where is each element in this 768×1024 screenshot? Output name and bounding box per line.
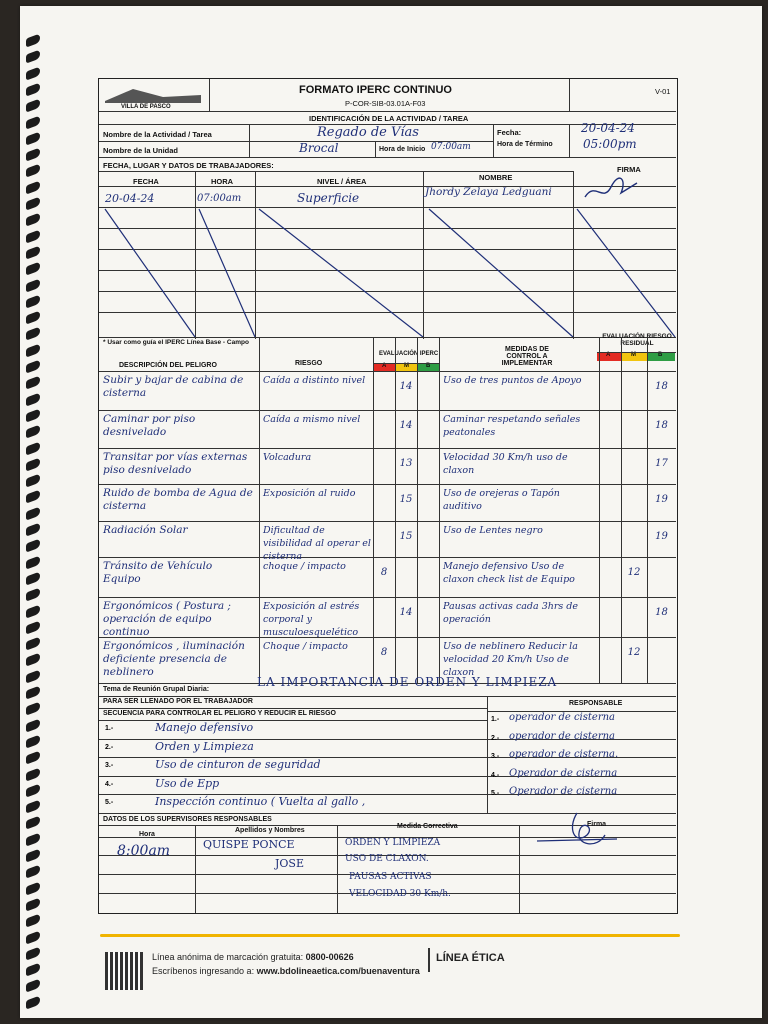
unit-value[interactable]: Brocal [299, 141, 339, 155]
binding-ring [26, 767, 40, 781]
col-peligro: DESCRIPCIÓN DEL PELIGRO [119, 362, 217, 369]
res-m-label: M [631, 352, 636, 358]
sup-col-firma: Firma [587, 821, 607, 828]
responsible-name[interactable]: operador de cisterna [509, 712, 616, 723]
binding-ring [26, 539, 40, 553]
binding-ring [26, 718, 40, 732]
hazard-risk[interactable]: Exposición al estrés corporal y musculoesquelético [263, 601, 360, 638]
binding-ring [26, 294, 40, 308]
start-time-label: Hora de Inicio [379, 146, 426, 153]
binding-ring [26, 180, 40, 194]
binding-ring [26, 376, 40, 390]
binding-ring [26, 963, 40, 977]
binding-ring [26, 702, 40, 716]
res-eval-b[interactable] [647, 560, 676, 566]
date-label: Fecha: [497, 128, 522, 137]
control-measure[interactable]: Uso de orejeras o Tapón auditivo [443, 488, 560, 512]
res-eval-b[interactable]: 18 [655, 420, 668, 431]
column-rule [621, 337, 622, 683]
binding-ring [26, 148, 40, 162]
eval-b-label: B [426, 363, 431, 369]
footer-web-link[interactable]: www.bdolineaetica.com/buenaventura [256, 966, 420, 976]
form-title: FORMATO IPERC CONTINUO [299, 84, 452, 96]
end-time-label: Hora de Término [497, 141, 553, 148]
step-text[interactable]: Uso de cinturon de seguridad [155, 758, 321, 772]
res-eval-m[interactable] [621, 374, 647, 380]
hazard-description[interactable]: Subir y bajar de cabina de cisterna [103, 374, 244, 399]
sup-col-medida: Medida Correctiva [397, 823, 458, 830]
control-measure[interactable]: Pausas activas cada 3hrs de operación [443, 601, 578, 625]
eval-a[interactable] [373, 374, 395, 380]
step-number: 4.- [105, 780, 114, 788]
sup-medida-3[interactable]: PAUSAS ACTIVAS [349, 872, 432, 882]
sup-medida-1[interactable]: ORDEN Y LIMPIEZA [345, 838, 441, 848]
eval-m[interactable]: 14 [399, 420, 413, 431]
binding-ring [26, 881, 40, 895]
eval-a-label: A [382, 363, 387, 369]
responsible-number: 3.- [491, 753, 500, 761]
binding-ring [26, 832, 40, 846]
res-eval-m[interactable] [621, 413, 647, 419]
row-rule [99, 597, 676, 598]
hazard-risk[interactable]: Dificultad de visibilidad al operar el cisterna [263, 525, 371, 562]
row-rule [373, 363, 439, 364]
eval-a[interactable] [373, 413, 395, 419]
res-eval-a[interactable] [599, 524, 621, 530]
step-number: 1.- [105, 725, 114, 732]
responsible-number: 5.- [491, 790, 500, 798]
eval-a[interactable]: 8 [380, 647, 388, 658]
control-measure[interactable]: Uso de tres puntos de Apoyo [443, 375, 582, 386]
footer-hotline-label: Línea anónima de marcación gratuita: [152, 952, 304, 962]
step-text[interactable]: Uso de Epp [155, 776, 220, 790]
res-eval-b[interactable] [647, 640, 676, 646]
binding-ring [26, 99, 40, 113]
col-medidas: MEDIDAS DE CONTROL A IMPLEMENTAR [501, 346, 553, 367]
binding-ring [26, 816, 40, 830]
binding-ring [26, 392, 40, 406]
responsible-number: 2.- [491, 734, 500, 742]
binding-ring [26, 685, 40, 699]
col-nivel: NIVEL / ÁREA [317, 177, 367, 186]
binding-ring [26, 408, 40, 422]
hazard-risk[interactable]: Volcadura [263, 452, 312, 463]
eval-a[interactable] [373, 451, 395, 457]
row-rule [99, 557, 676, 558]
binding-ring [26, 262, 40, 276]
date-value[interactable]: 20-04-24 [581, 121, 635, 135]
worker-fecha[interactable]: 20-04-24 [105, 192, 155, 205]
responsible-name[interactable]: Operador de cisterna [509, 786, 618, 798]
step-text[interactable]: Manejo defensivo [155, 721, 254, 734]
col-hora: HORA [211, 177, 234, 186]
res-eval-b[interactable]: 18 [655, 381, 668, 392]
control-measure[interactable]: Uso de neblinero Reducir la velocidad 20 Km/h Uso de claxon [443, 641, 578, 678]
binding-ring [26, 506, 40, 520]
binding-ring [26, 669, 40, 683]
binding-ring [26, 311, 40, 325]
footer-line-1 [152, 952, 354, 962]
column-rule [417, 337, 418, 683]
responsible-number: 4.- [491, 771, 500, 779]
hazard-description[interactable]: Ergonómicos , iluminación deficiente presencia de neblinero [103, 640, 245, 678]
binding-ring [26, 653, 40, 667]
res-eval-a[interactable] [599, 374, 621, 380]
binding-ring [26, 555, 40, 569]
res-eval-m[interactable] [621, 524, 647, 530]
worker-nivel[interactable]: Superficie [297, 191, 360, 205]
hazard-risk[interactable]: choque / impacto [263, 561, 346, 572]
binding-ring [26, 914, 40, 928]
worker-section-title: PARA SER LLENADO POR EL TRABAJADOR [103, 698, 253, 705]
worker-nombre[interactable]: Jhordy Zelaya Ledguani [425, 186, 552, 198]
meeting-label: Tema de Reunión Grupal Diaria: [103, 686, 210, 693]
row-rule [99, 521, 676, 522]
res-eval-m[interactable]: 12 [627, 567, 641, 578]
sup-nombre-1[interactable]: QUISPE PONCE [203, 838, 295, 851]
responsible-name[interactable]: Operador de cisterna [509, 767, 618, 779]
supervisor-signature [531, 805, 623, 853]
control-measure[interactable]: Caminar respetando señales peatonales [443, 414, 581, 438]
hazard-description[interactable]: Tránsito de Vehículo Equipo [103, 560, 213, 585]
footer-line-2 [152, 966, 420, 976]
binding-ring [26, 82, 40, 96]
binding-ring [26, 66, 40, 80]
eval-m[interactable] [395, 560, 417, 566]
footer-web-label: Escríbenos ingresando a: [152, 966, 255, 976]
guide-note: * Usar como guía el IPERC Línea Base - Campo [103, 339, 249, 346]
binding-ring [26, 213, 40, 227]
activity-name-value[interactable]: Regado de Vías [317, 125, 419, 140]
qr-code[interactable] [105, 952, 143, 990]
start-time-value[interactable]: 07:00am [431, 142, 471, 152]
binding-ring [26, 474, 40, 488]
binding-ring [26, 800, 40, 814]
binding-ring [26, 865, 40, 879]
form-version: V-01 [655, 87, 671, 96]
binding-ring [26, 359, 40, 373]
footer-accent-line [100, 934, 680, 937]
iperc-form [98, 78, 678, 914]
binding-ring [26, 490, 40, 504]
row-rule [597, 352, 676, 353]
eval-a[interactable]: 8 [380, 567, 388, 578]
hazard-description[interactable]: Radiación Solar [103, 524, 188, 536]
binding-ring [26, 245, 40, 259]
sup-medida-4[interactable]: VELOCIDAD 30 Km/h. [349, 889, 451, 899]
eval-m[interactable]: 13 [399, 458, 413, 469]
hazard-description[interactable]: Caminar por piso desnivelado [103, 413, 196, 438]
binding-ring [26, 637, 40, 651]
col-riesgo: RIESGO [295, 360, 323, 367]
binding-ring [26, 848, 40, 862]
eval-m[interactable]: 15 [399, 531, 413, 542]
sup-medida-2[interactable]: USO DE CLAXON. [345, 854, 429, 864]
spiral-binding [20, 36, 42, 1016]
eval-a[interactable] [373, 600, 395, 606]
res-eval-b[interactable]: 17 [655, 458, 668, 469]
col-eval: EVALUACIÓN IPERC [379, 351, 439, 357]
end-time-value[interactable]: 05:00pm [583, 137, 637, 151]
eval-a[interactable] [373, 487, 395, 493]
hazard-description[interactable]: Ruido de bomba de Agua de cisterna [103, 487, 253, 512]
hazard-description[interactable]: Transitar por vías externas piso desnivelado [103, 451, 248, 476]
step-number: 5.- [105, 799, 114, 807]
binding-ring [26, 604, 40, 618]
activity-section-title: IDENTIFICACIÓN DE LA ACTIVIDAD / TAREA [309, 114, 469, 123]
signature-col-header: FIRMA [617, 165, 641, 174]
sup-nombre-2[interactable]: JOSE [275, 857, 304, 870]
logo-text: VILLA DE PASCO [121, 104, 171, 109]
responsible-title: RESPONSABLE [569, 700, 623, 707]
binding-ring [26, 571, 40, 585]
eval-m[interactable]: 14 [399, 607, 413, 618]
res-eval-m[interactable]: 12 [627, 647, 641, 658]
res-eval-a[interactable] [599, 560, 621, 566]
row-rule [99, 484, 676, 485]
binding-ring [26, 588, 40, 602]
eval-m[interactable]: 15 [399, 494, 413, 505]
binding-ring [26, 425, 40, 439]
step-number: 2.- [105, 743, 114, 751]
binding-ring [26, 229, 40, 243]
res-eval-m[interactable] [621, 487, 647, 493]
res-eval-b[interactable]: 19 [655, 494, 668, 505]
activity-name-label: Nombre de la Actividad / Tarea [103, 130, 212, 139]
binding-ring [26, 164, 40, 178]
binding-ring [26, 979, 40, 993]
col-nombre: NOMBRE [479, 173, 513, 182]
row-rule [99, 448, 676, 449]
res-eval-a[interactable] [599, 413, 621, 419]
res-eval-a[interactable] [599, 640, 621, 646]
binding-ring [26, 995, 40, 1009]
column-rule [259, 337, 260, 683]
binding-ring [26, 783, 40, 797]
sup-hora[interactable]: 8:00am [117, 843, 171, 859]
sequence-title: SECUENCIA PARA CONTROLAR EL PELIGRO Y REDUCIR EL RIESGO [103, 710, 336, 717]
binding-ring [26, 50, 40, 64]
column-rule [373, 337, 374, 683]
binding-ring [26, 131, 40, 145]
form-code: P-COR-SIB-03.01A-F03 [345, 99, 426, 108]
res-eval-m[interactable] [621, 451, 647, 457]
row-rule [99, 410, 676, 411]
hazard-risk[interactable]: Caída a mismo nivel [263, 414, 361, 425]
res-eval-m[interactable] [621, 600, 647, 606]
footer-hotline-number[interactable]: 0800-00626 [305, 952, 354, 962]
responsible-name[interactable]: operador de cisterna [509, 730, 616, 742]
res-a-label: A [606, 352, 611, 358]
hazard-risk[interactable]: Exposición al ruido [263, 488, 356, 499]
res-eval-a[interactable] [599, 451, 621, 457]
responsible-name[interactable]: operador de cisterna. [509, 749, 619, 761]
binding-ring [26, 343, 40, 357]
supervisors-title: DATOS DE LOS SUPERVISORES RESPONSABLES [103, 816, 272, 823]
col-fecha: FECHA [133, 177, 159, 186]
binding-ring [26, 522, 40, 536]
footer-brand: LÍNEA ÉTICA [436, 952, 505, 964]
meeting-value[interactable]: LA IMPORTANCIA DE ORDEN Y LIMPIEZA [257, 675, 558, 689]
responsible-number: 1.- [491, 716, 500, 723]
binding-ring [26, 946, 40, 960]
eval-m[interactable] [395, 640, 417, 646]
column-rule [439, 337, 440, 683]
step-text[interactable]: Inspección continuo ( Vuelta al gallo , [155, 795, 366, 809]
res-b-label: B [658, 352, 663, 358]
binding-ring [26, 930, 40, 944]
step-text[interactable]: Orden y Limpieza [155, 739, 254, 753]
workers-section-title: FECHA, LUGAR Y DATOS DE TRABAJADORES: [103, 161, 274, 170]
binding-ring [26, 33, 40, 47]
hazard-risk[interactable]: Choque / impacto [263, 641, 348, 652]
res-eval-b[interactable]: 18 [655, 607, 668, 618]
binding-ring [26, 115, 40, 129]
sup-col-hora: Hora [139, 831, 155, 838]
res-eval-a[interactable] [599, 600, 621, 606]
binding-ring [26, 457, 40, 471]
step-number: 3.- [105, 762, 114, 770]
binding-ring [26, 196, 40, 210]
binding-ring [26, 441, 40, 455]
eval-m-label: M [404, 363, 409, 369]
control-measure[interactable]: Velocidad 30 Km/h uso de claxon [443, 452, 568, 476]
binding-ring [26, 751, 40, 765]
eval-a[interactable] [373, 524, 395, 530]
col-eval-res: EVALUACIÓN RIESGO RESIDUAL [602, 333, 672, 347]
res-eval-b[interactable]: 19 [655, 531, 668, 542]
binding-ring [26, 327, 40, 341]
eval-m[interactable]: 14 [399, 381, 413, 392]
worker-hora[interactable]: 07:00am [197, 193, 242, 204]
hazard-description[interactable]: Ergonómicos ( Postura ; operación de equipo continuo [103, 600, 231, 638]
binding-ring [26, 620, 40, 634]
sup-col-nombres: Apellidos y Nombres [235, 827, 305, 834]
res-eval-a[interactable] [599, 487, 621, 493]
strike-lines [99, 79, 677, 341]
hazard-risk[interactable]: Caída a distinto nivel [263, 375, 366, 386]
binding-ring [26, 897, 40, 911]
column-rule [599, 337, 600, 683]
unit-label: Nombre de la Unidad [103, 146, 179, 155]
control-measure[interactable]: Manejo defensivo Uso de claxon check list de Equipo [443, 561, 575, 585]
binding-ring [26, 734, 40, 748]
control-measure[interactable]: Uso de Lentes negro [443, 525, 543, 536]
binding-ring [26, 278, 40, 292]
